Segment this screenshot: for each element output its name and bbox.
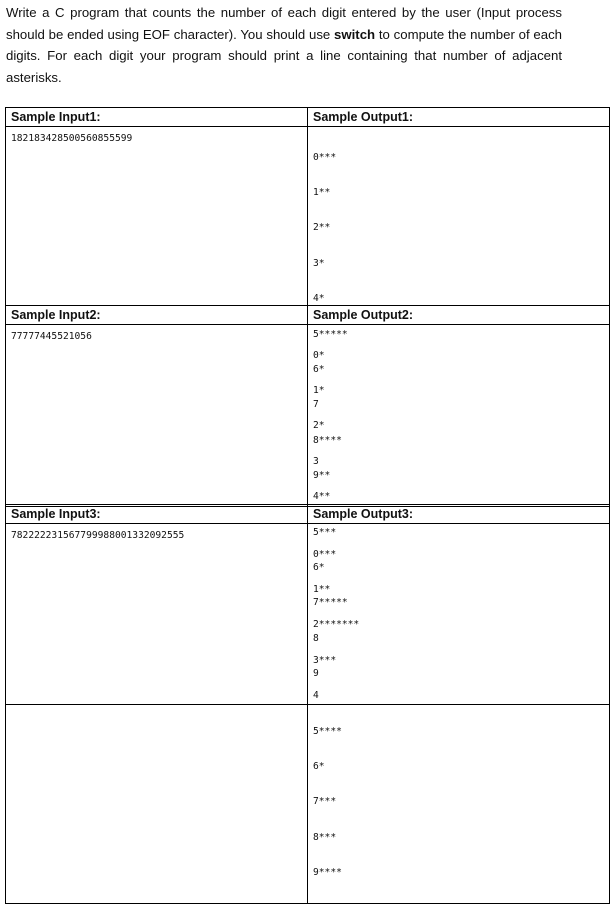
output-line: 1* — [313, 384, 325, 396]
output-line: 6* — [313, 760, 325, 772]
output-line: 4** — [313, 491, 331, 503]
output-line: 7*** — [313, 796, 337, 808]
output-line: 8 — [313, 632, 319, 644]
output-line: 0*** — [313, 151, 337, 163]
output-line: 9** — [313, 470, 331, 482]
output-line: 3* — [313, 257, 325, 269]
output-line: 2* — [313, 420, 325, 432]
output-line: 7***** — [313, 597, 348, 609]
output-line: 8*** — [313, 831, 337, 843]
statement-keyword: switch — [334, 26, 376, 42]
problem-statement — [6, 2, 562, 88]
output-line: 1** — [313, 186, 331, 198]
sample-table-3 — [5, 504, 610, 904]
output-line: 5***** — [313, 328, 348, 340]
sample-input-value-2: 77777445521056 — [11, 331, 92, 342]
output-line: 8**** — [313, 434, 342, 446]
sample-output-label-2: Sample Output2: — [308, 306, 609, 325]
statement-text-2: to compute the number of each digits. For each digit your program should print a line containing that number of adjacent asterisks. — [6, 26, 563, 85]
output-line: 2******* — [313, 619, 360, 631]
output-line: 5**** — [313, 725, 342, 737]
output-line: 0*** — [313, 548, 337, 560]
output-line: 7 — [313, 399, 319, 411]
sample-input-value-1: 182183428500560855599 — [11, 133, 133, 144]
output-line: 0* — [313, 349, 325, 361]
output-line: 9**** — [313, 867, 342, 879]
sample-input-label-3: Sample Input3: — [6, 505, 307, 524]
sample-input-label-2: Sample Input2: — [6, 306, 307, 325]
output-line: 5*** — [313, 526, 337, 538]
output-line: 3*** — [313, 654, 337, 666]
statement-text-1: Write a C program that counts the number of each digit entered by the user (Input process should be ended using EOF character). You should use — [6, 5, 562, 42]
output-line: 4* — [313, 293, 325, 305]
sample-input-label-1: Sample Input1: — [6, 108, 307, 127]
output-line: 4 — [313, 690, 319, 702]
sample-input-value-3: 78222223156779998800133209255​5 — [11, 530, 185, 541]
output-line: 3 — [313, 455, 319, 467]
output-line: 2** — [313, 222, 331, 234]
sample-input-cell-3 — [6, 505, 308, 904]
output-line: 6* — [313, 363, 325, 375]
output-line: 1** — [313, 583, 331, 595]
output-line: 6* — [313, 561, 325, 573]
sample-output-cell-3 — [308, 505, 610, 904]
sample-output-label-1: Sample Output1: — [308, 108, 609, 127]
sample-output-label-3: Sample Output3: — [308, 505, 609, 524]
output-line: 9 — [313, 668, 319, 680]
